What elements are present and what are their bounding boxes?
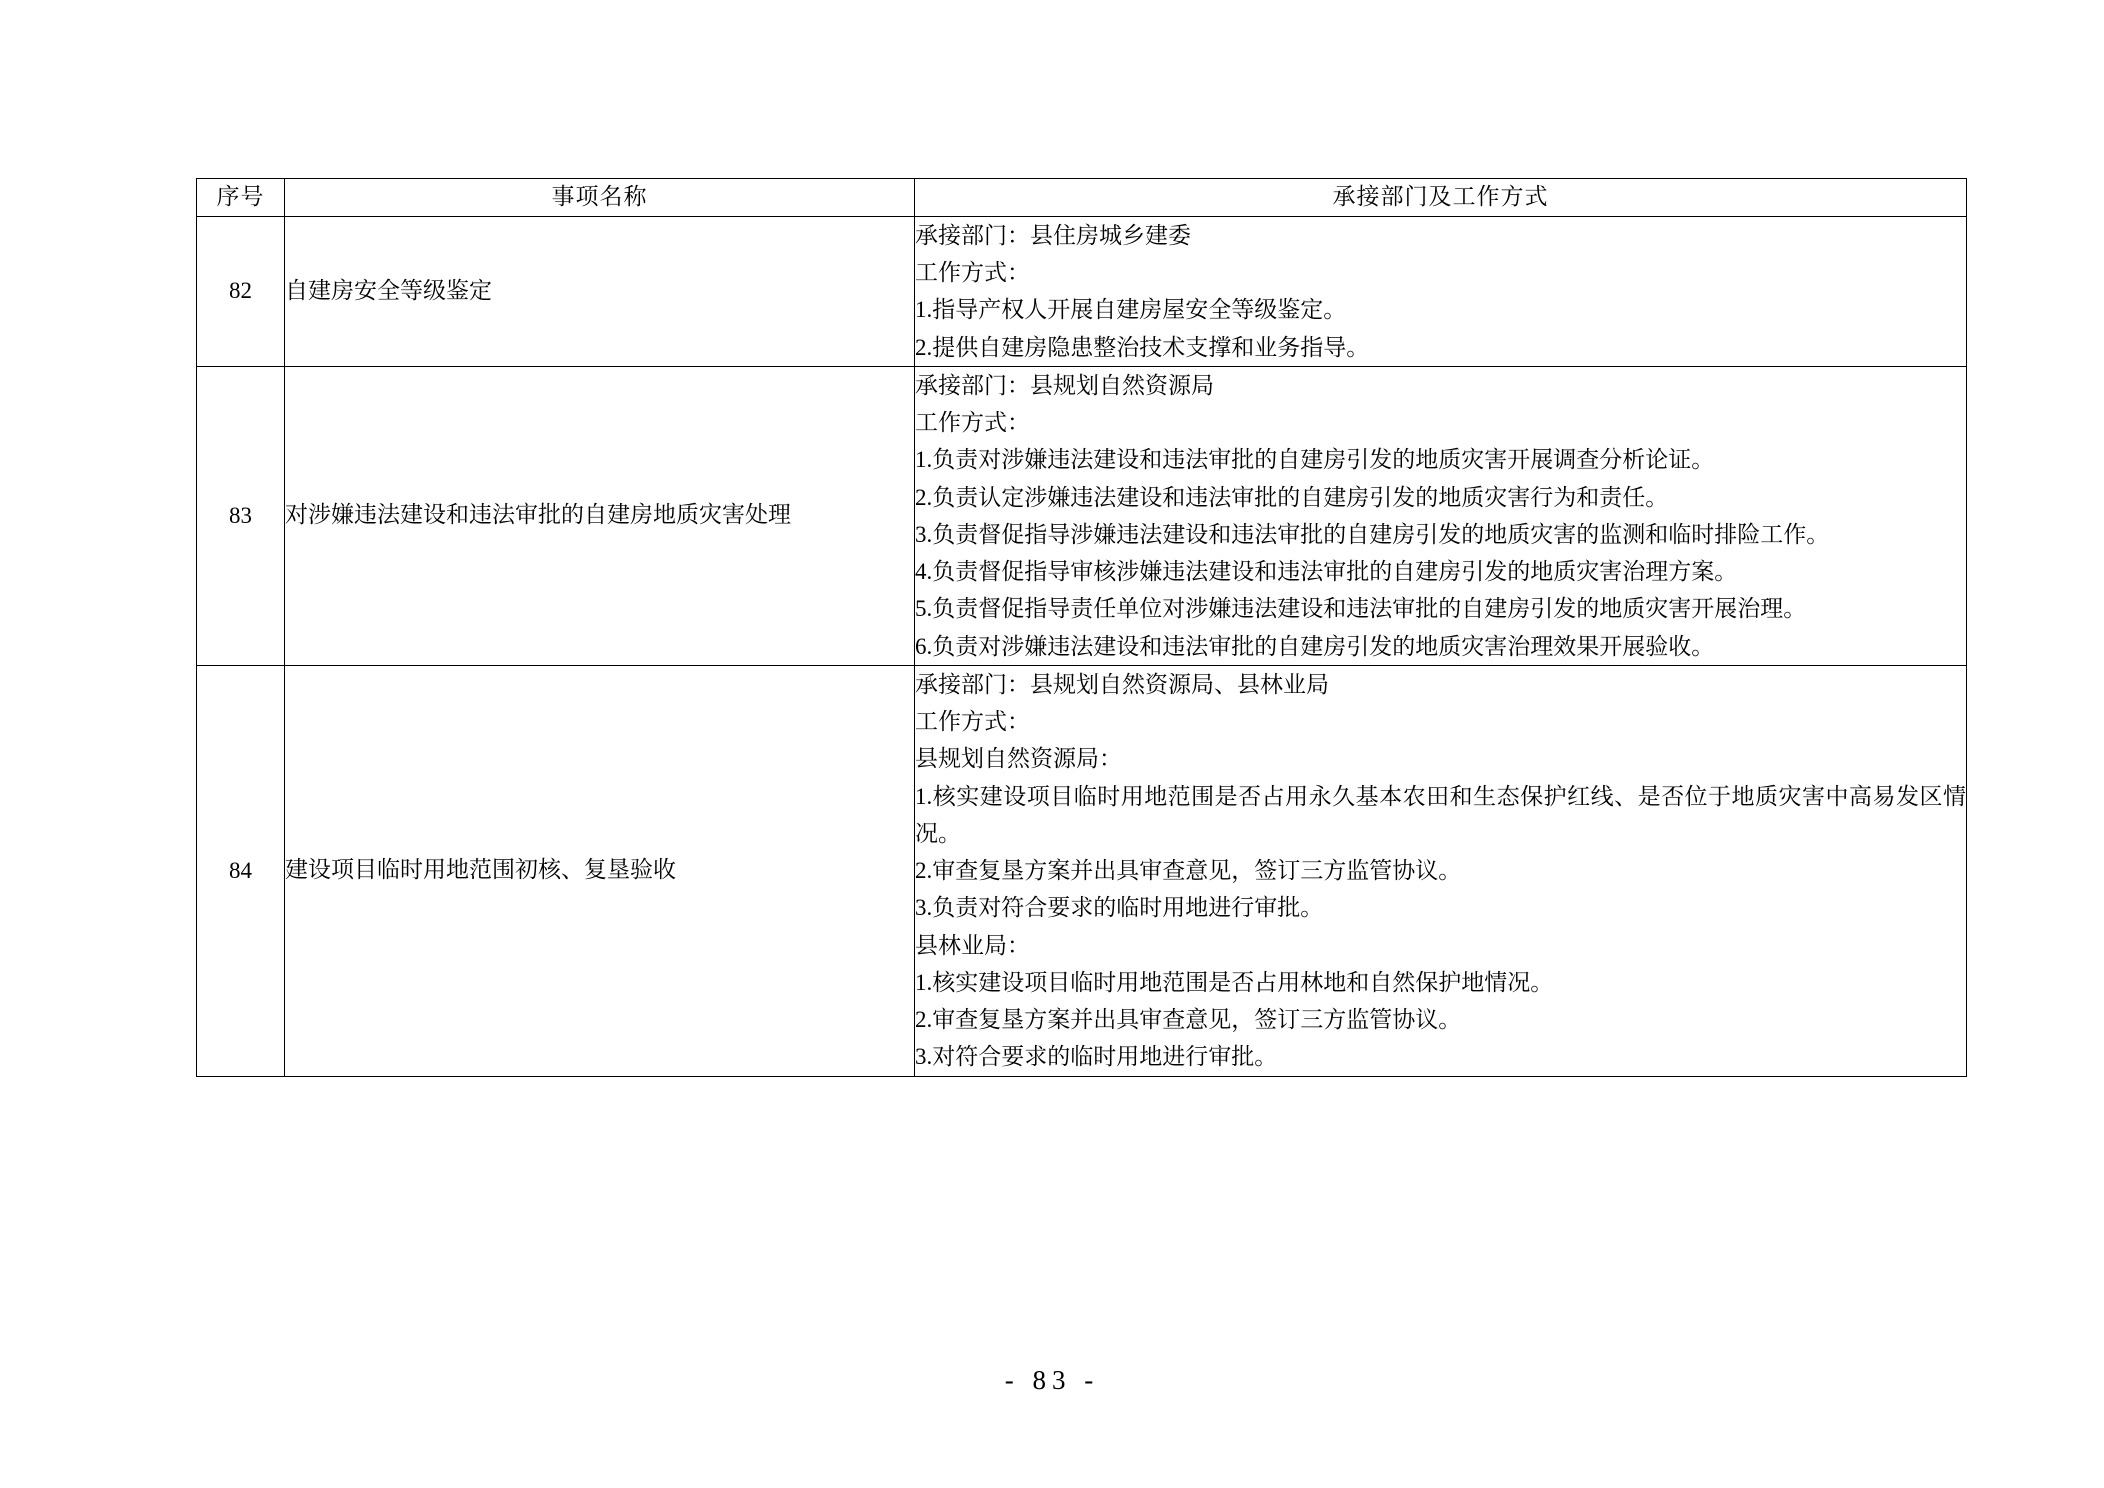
dept-line: 承接部门：县规划自然资源局: [915, 372, 1214, 398]
column-header-name: 事项名称: [285, 179, 915, 217]
page-number: - 83 -: [1004, 1365, 1100, 1395]
dept-line: 县规划自然资源局：: [915, 746, 1122, 772]
dept-line: 1.核实建设项目临时用地范围是否占用林地和自然保护地情况。: [915, 969, 1554, 995]
table-row: [197, 216, 1967, 366]
dept-line: 2.负责认定涉嫌违法建设和违法审批的自建房引发的地质灾害行为和责任。: [915, 484, 1669, 510]
table-row: [197, 665, 1967, 1076]
dept-line: 6.负责对涉嫌违法建设和违法审批的自建房引发的地质灾害治理效果开展验收。: [915, 633, 1715, 659]
responsibility-table: [196, 178, 1967, 1077]
dept-line: 2.审查复垦方案并出具审查意见，签订三方监管协议。: [915, 1007, 1462, 1033]
row-dept-detail: [915, 216, 1967, 366]
dept-line: 5.负责督促指导责任单位对涉嫌违法建设和违法审批的自建房引发的地质灾害开展治理。: [915, 596, 1807, 622]
column-header-dept: 承接部门及工作方式: [915, 179, 1967, 217]
row-item-name: 对涉嫌违法建设和违法审批的自建房地质灾害处理: [285, 366, 915, 665]
dept-line: 承接部门：县住房城乡建委: [915, 222, 1191, 248]
row-item-name: 建设项目临时用地范围初核、复垦验收: [285, 665, 915, 1076]
row-number: 82: [197, 216, 285, 366]
table-header-row: [197, 179, 1967, 217]
row-dept-detail: [915, 366, 1967, 665]
dept-line: 3.负责对符合要求的临时用地进行审批。: [915, 895, 1324, 921]
dept-line: 3.对符合要求的临时用地进行审批。: [915, 1044, 1278, 1070]
dept-line: 4.负责督促指导审核涉嫌违法建设和违法审批的自建房引发的地质灾害治理方案。: [915, 559, 1738, 585]
column-header-no: 序号: [197, 179, 285, 217]
row-number: 84: [197, 665, 285, 1076]
dept-line: 工作方式：: [915, 260, 1030, 286]
row-item-name: 自建房安全等级鉴定: [285, 216, 915, 366]
dept-line: 3.负责督促指导涉嫌违法建设和违法审批的自建房引发的地质灾害的监测和临时排险工作。: [915, 521, 1830, 547]
dept-line: 1.负责对涉嫌违法建设和违法审批的自建房引发的地质灾害开展调查分析论证。: [915, 447, 1715, 473]
dept-line: 1.核实建设项目临时用地范围是否占用永久基本农田和生态保护红线、是否位于地质灾害中高易发区情况。: [915, 783, 1966, 846]
dept-line: 工作方式：: [915, 410, 1030, 436]
dept-line: 承接部门：县规划自然资源局、县林业局: [915, 671, 1329, 697]
row-dept-detail: [915, 665, 1967, 1076]
dept-line: 2.提供自建房隐患整治技术支撑和业务指导。: [915, 334, 1370, 360]
table-row: [197, 366, 1967, 665]
dept-line: 县林业局：: [915, 932, 1030, 958]
dept-line: 2.审查复垦方案并出具审查意见，签订三方监管协议。: [915, 858, 1462, 884]
dept-line: 工作方式：: [915, 709, 1030, 735]
dept-line: 1.指导产权人开展自建房屋安全等级鉴定。: [915, 297, 1347, 323]
row-number: 83: [197, 366, 285, 665]
